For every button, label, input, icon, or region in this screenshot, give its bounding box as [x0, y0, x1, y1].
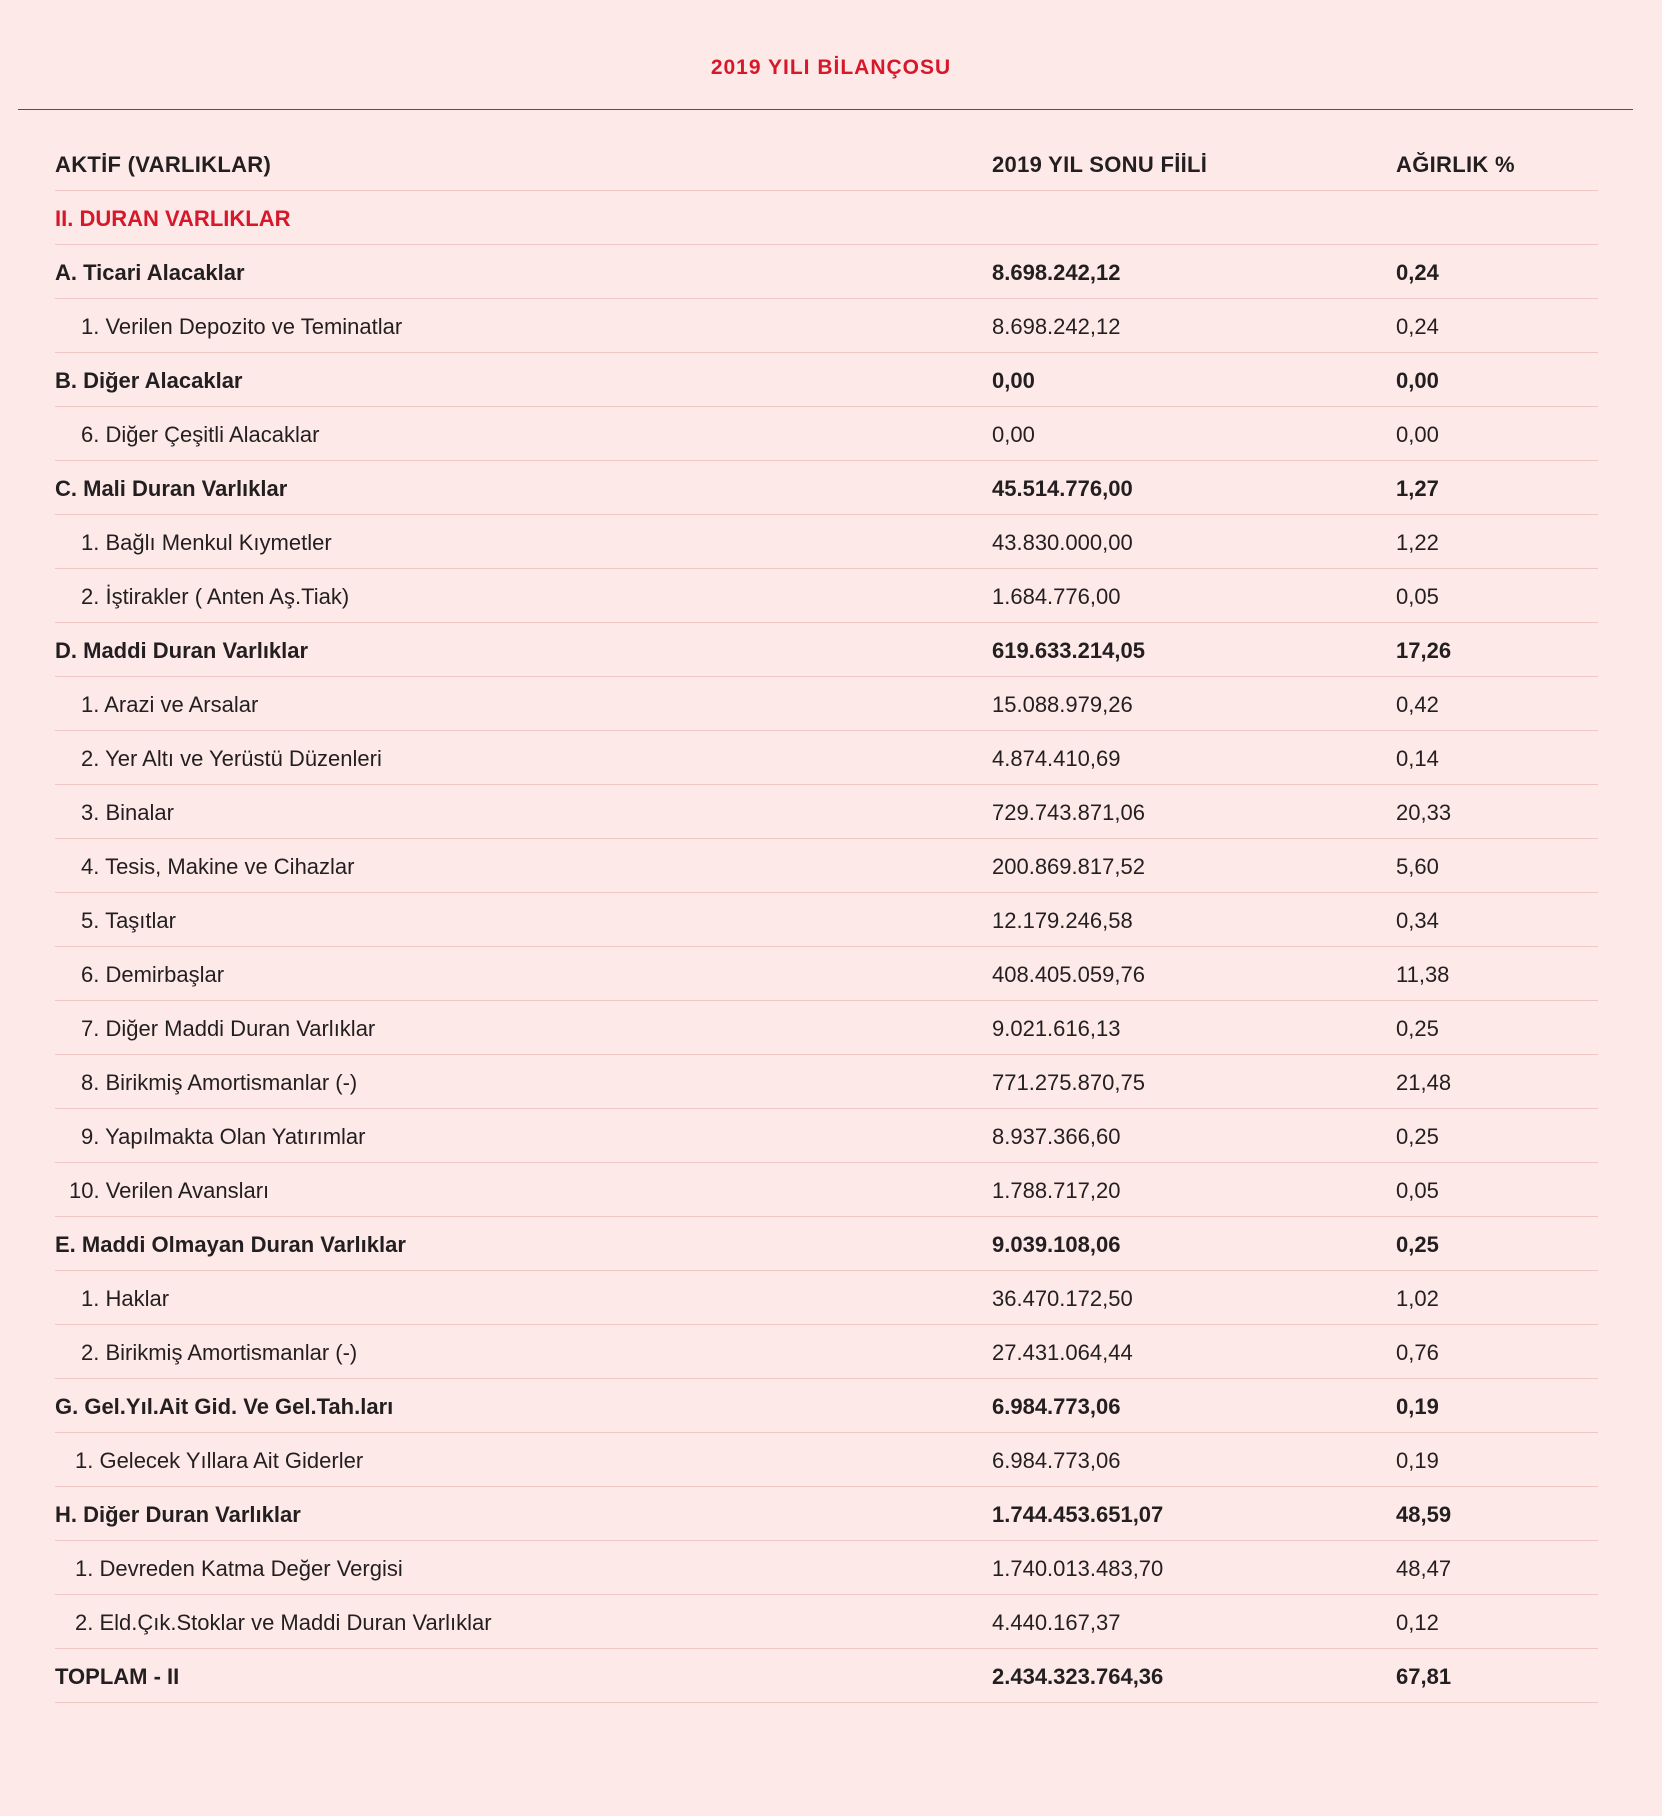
table-row [55, 1325, 1598, 1379]
row-value: 4.440.167,37 [992, 1610, 1121, 1635]
row-weight: 0,42 [1396, 692, 1439, 717]
row-weight: 0,34 [1396, 908, 1439, 933]
row-value: 1.684.776,00 [992, 584, 1121, 609]
row-name: 1. Arazi ve Arsalar [81, 692, 259, 717]
row-name: 3. Binalar [81, 800, 174, 825]
table-row [55, 515, 1598, 569]
row-value: 8.698.242,12 [992, 314, 1121, 339]
row-weight: 0,25 [1396, 1232, 1439, 1257]
row-weight: 0,24 [1396, 260, 1439, 285]
row-weight: 0,05 [1396, 1178, 1439, 1203]
row-weight: 0,24 [1396, 314, 1439, 339]
row-value: 2.434.323.764,36 [992, 1664, 1164, 1689]
table-row-group [55, 353, 1598, 407]
table-row [55, 893, 1598, 947]
row-weight: 11,38 [1396, 962, 1450, 987]
row-name: 2. Birikmiş Amortismanlar (-) [81, 1340, 358, 1365]
column-header-name: AKTİF (VARLIKLAR) [55, 152, 272, 177]
table-row [55, 839, 1598, 893]
table-row [55, 1163, 1598, 1217]
row-value: 619.633.214,05 [992, 638, 1145, 663]
row-name: 1. Haklar [81, 1286, 170, 1311]
column-header-weight: AĞIRLIK % [1396, 152, 1515, 177]
row-name: 1. Bağlı Menkul Kıymetler [81, 530, 332, 555]
row-weight: 0,00 [1396, 368, 1439, 393]
row-name: 6. Diğer Çeşitli Alacaklar [81, 422, 320, 447]
row-name: 1. Gelecek Yıllara Ait Giderler [75, 1448, 364, 1473]
row-weight: 67,81 [1396, 1664, 1452, 1689]
table-row [55, 407, 1598, 461]
table-row [55, 947, 1598, 1001]
table-row-group [55, 1649, 1598, 1703]
table-body [55, 245, 1598, 1703]
row-value: 0,00 [992, 368, 1035, 393]
row-value: 408.405.059,76 [992, 962, 1145, 987]
row-value: 1.744.453.651,07 [992, 1502, 1164, 1527]
row-name: 8. Birikmiş Amortismanlar (-) [81, 1070, 358, 1095]
row-weight: 20,33 [1396, 800, 1452, 825]
row-weight: 21,48 [1396, 1070, 1452, 1095]
row-name: 5. Taşıtlar [81, 908, 176, 933]
table-row-group [55, 1217, 1598, 1271]
row-value: 1.740.013.483,70 [992, 1556, 1164, 1581]
row-weight: 17,26 [1396, 638, 1452, 663]
table-row [55, 1001, 1598, 1055]
row-name: 6. Demirbaşlar [81, 962, 225, 987]
row-name: D. Maddi Duran Varlıklar [55, 638, 309, 663]
row-name: C. Mali Duran Varlıklar [55, 476, 288, 501]
row-name: 2. İştirakler ( Anten Aş.Tiak) [81, 584, 350, 609]
row-value: 8.698.242,12 [992, 260, 1121, 285]
row-name: B. Diğer Alacaklar [55, 368, 243, 393]
row-name: E. Maddi Olmayan Duran Varlıklar [55, 1232, 406, 1257]
row-value: 36.470.172,50 [992, 1286, 1133, 1311]
table-row [55, 1595, 1598, 1649]
table-row [55, 1433, 1598, 1487]
row-value: 1.788.717,20 [992, 1178, 1121, 1203]
row-name: A. Ticari Alacaklar [55, 260, 245, 285]
row-value: 45.514.776,00 [992, 476, 1133, 501]
row-value: 6.984.773,06 [992, 1394, 1121, 1419]
row-weight: 0,19 [1396, 1448, 1439, 1473]
row-value: 43.830.000,00 [992, 530, 1133, 555]
table-row [55, 299, 1598, 353]
row-weight: 0,05 [1396, 584, 1439, 609]
table-row-group [55, 1379, 1598, 1433]
row-name: TOPLAM - II [55, 1664, 180, 1689]
row-weight: 1,27 [1396, 476, 1439, 501]
row-name: 2. Eld.Çık.Stoklar ve Maddi Duran Varlıklar [75, 1610, 492, 1635]
row-weight: 0,12 [1396, 1610, 1439, 1635]
table-row [55, 677, 1598, 731]
row-name: 4. Tesis, Makine ve Cihazlar [81, 854, 355, 879]
row-name: G. Gel.Yıl.Ait Gid. Ve Gel.Tah.ları [55, 1394, 394, 1419]
row-value: 4.874.410,69 [992, 746, 1121, 771]
table-row [55, 731, 1598, 785]
row-value: 27.431.064,44 [992, 1340, 1133, 1365]
page-title: 2019 YILI BİLANÇOSU [710, 56, 952, 79]
row-value: 9.021.616,13 [992, 1016, 1121, 1041]
row-weight: 0,14 [1396, 746, 1439, 771]
row-weight: 0,76 [1396, 1340, 1439, 1365]
row-name: 10. Verilen Avansları [69, 1178, 270, 1203]
section-title: II. DURAN VARLIKLAR [55, 206, 291, 231]
row-value: 8.937.366,60 [992, 1124, 1121, 1149]
row-value: 6.984.773,06 [992, 1448, 1121, 1473]
balance-table [55, 137, 1598, 1703]
column-header-value: 2019 YIL SONU FİİLİ [992, 152, 1208, 177]
row-weight: 1,22 [1396, 530, 1439, 555]
row-weight: 48,59 [1396, 1502, 1452, 1527]
table-row-group [55, 461, 1598, 515]
row-value: 0,00 [992, 422, 1035, 447]
row-weight: 0,25 [1396, 1124, 1439, 1149]
row-value: 9.039.108,06 [992, 1232, 1121, 1257]
row-value: 15.088.979,26 [992, 692, 1133, 717]
row-name: 1. Verilen Depozito ve Teminatlar [81, 314, 403, 339]
row-name: 7. Diğer Maddi Duran Varlıklar [81, 1016, 376, 1041]
row-weight: 0,25 [1396, 1016, 1439, 1041]
table-row-group [55, 623, 1598, 677]
table-row [55, 569, 1598, 623]
row-name: H. Diğer Duran Varlıklar [55, 1502, 301, 1527]
row-weight: 48,47 [1396, 1556, 1452, 1581]
table-row [55, 1541, 1598, 1595]
row-name: 1. Devreden Katma Değer Vergisi [75, 1556, 403, 1581]
row-value: 200.869.817,52 [992, 854, 1145, 879]
table-row-group [55, 245, 1598, 299]
title-divider [18, 109, 1633, 110]
row-weight: 1,02 [1396, 1286, 1439, 1311]
row-name: 9. Yapılmakta Olan Yatırımlar [81, 1124, 366, 1149]
row-weight: 0,19 [1396, 1394, 1439, 1419]
table-header [55, 137, 1598, 191]
table-row-group [55, 1487, 1598, 1541]
row-name: 2. Yer Altı ve Yerüstü Düzenleri [81, 746, 382, 771]
table-row [55, 1109, 1598, 1163]
row-value: 729.743.871,06 [992, 800, 1145, 825]
table-row [55, 1271, 1598, 1325]
row-weight: 5,60 [1396, 854, 1439, 879]
table-row [55, 785, 1598, 839]
table-row [55, 1055, 1598, 1109]
row-weight: 0,00 [1396, 422, 1439, 447]
section-row [55, 191, 1598, 245]
row-value: 771.275.870,75 [992, 1070, 1145, 1095]
row-value: 12.179.246,58 [992, 908, 1133, 933]
